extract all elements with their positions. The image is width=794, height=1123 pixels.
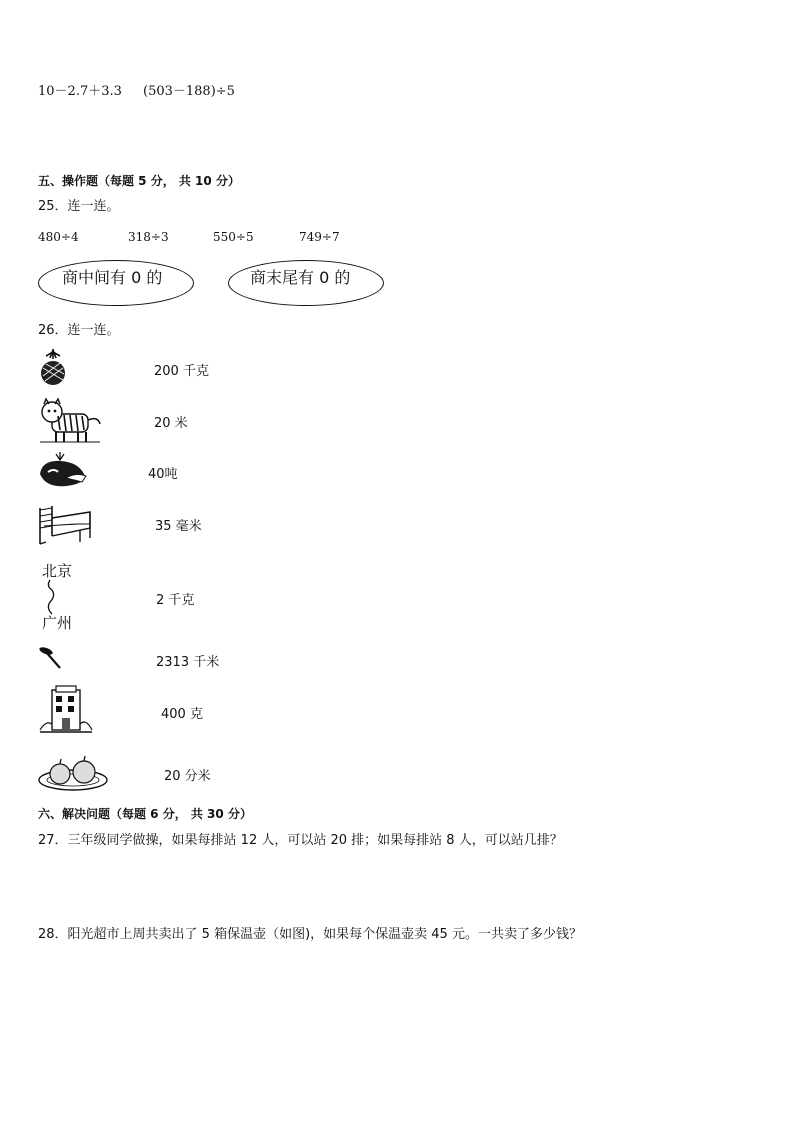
- oval-end-zero-label: 商末尾有 0 的: [250, 268, 351, 287]
- section-heading-6: 六、解决问题（每题 6 分， 共 30 分）: [38, 807, 252, 821]
- unit-35-mm: 35 毫米: [155, 519, 202, 534]
- unit-20-dm: 20 分米: [164, 769, 211, 784]
- unit-2-kg: 2 千克: [156, 593, 195, 608]
- map-route-icon: [40, 560, 84, 632]
- question-26-label: 26．连一连。: [38, 323, 120, 338]
- expression-1: 10－2.7＋3.3: [38, 84, 122, 99]
- q25-expression-1: 480÷4: [38, 230, 79, 244]
- building-icon: [38, 684, 94, 736]
- section-heading-5: 五、操作题（每题 5 分， 共 10 分）: [38, 174, 240, 188]
- whale-icon: [36, 450, 90, 490]
- question-27: 27．三年级同学做操，如果每排站 12 人，可以站 20 排；如果每排站 8 人，可以站几排？: [38, 833, 563, 848]
- pineapple-icon: [36, 348, 70, 386]
- bed-icon: [36, 502, 94, 546]
- tiger-icon: [38, 396, 102, 444]
- q25-expression-2: 318÷3: [128, 230, 169, 244]
- nail-icon: [38, 646, 64, 670]
- map-label-guangzhou: 广州: [42, 614, 73, 632]
- unit-200-kg: 200 千克: [154, 364, 209, 379]
- question-25-label: 25．连一连。: [38, 199, 120, 214]
- expression-2: (503－188)÷5: [143, 84, 235, 99]
- unit-20-m: 20 米: [154, 416, 188, 431]
- unit-40-ton: 40吨: [148, 467, 178, 482]
- oval-middle-zero-label: 商中间有 0 的: [62, 268, 163, 287]
- q25-expression-4: 749÷7: [299, 230, 340, 244]
- unit-2313-km: 2313 千米: [156, 655, 220, 670]
- unit-400-g: 400 克: [161, 707, 203, 722]
- apples-plate-icon: [36, 754, 110, 794]
- question-28: 28．阳光超市上周共卖出了 5 箱保温壶（如图)，如果每个保温壶卖 45 元。一共卖了多少钱？: [38, 927, 582, 942]
- q25-expression-3: 550÷5: [213, 230, 254, 244]
- map-label-beijing: 北京: [42, 562, 73, 580]
